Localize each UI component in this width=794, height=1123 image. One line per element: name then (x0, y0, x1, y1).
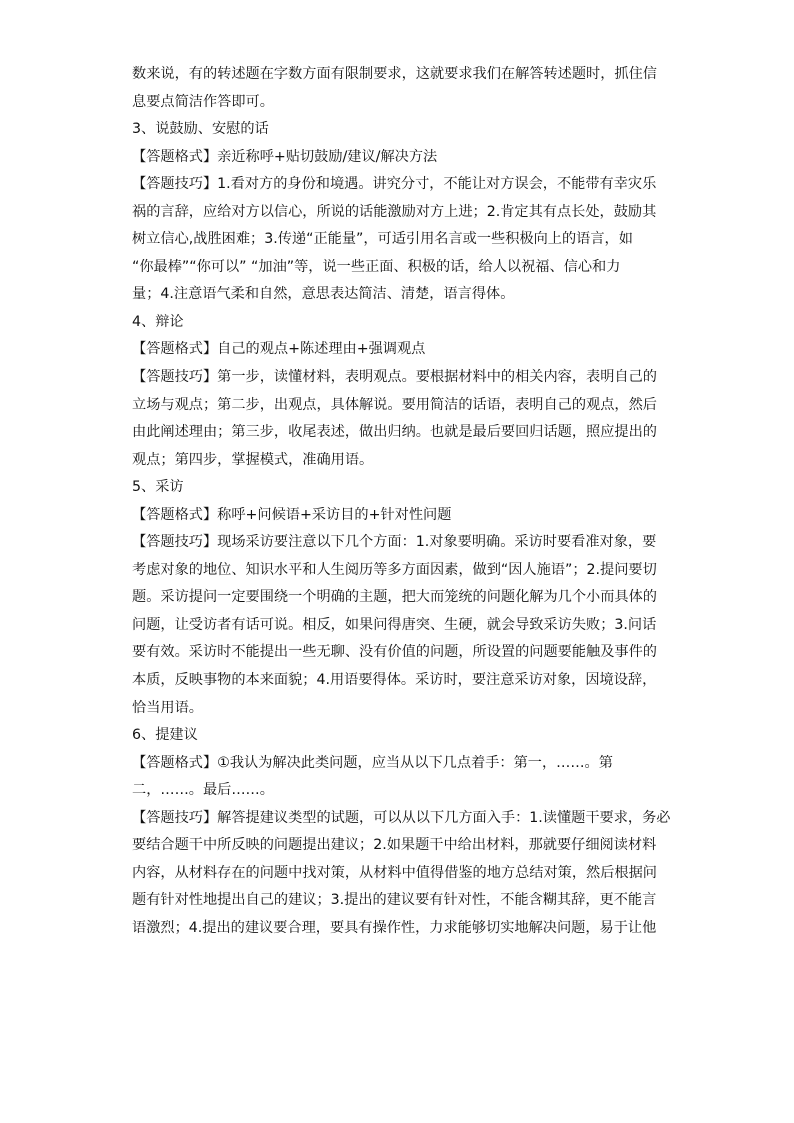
text-line: 【答题技巧】现场采访要注意以下几个方面：1.对象要明确。采访时要看准对象，要 (132, 534, 657, 551)
text-line: 考虑对象的地位、知识水平和人生阅历等多方面因素，做到“因人施语”；2.提问要切 (132, 561, 657, 578)
text-line: 数来说，有的转述题在字数方面有限制要求，这就要求我们在解答转述题时，抓住信 (132, 66, 657, 82)
text-line: 祸的言辞，应给对方以信心，所说的话能激励对方上进；2.肯定其有点长处，鼓励其 (132, 203, 657, 220)
text-line: 3、说鼓励、安慰的话 (132, 121, 269, 138)
text-line: 恰当用语。 (132, 699, 203, 716)
text-line: 树立信心,战胜困难；3.传递“正能量”，可适引用名言或一些积极向上的语言，如 (132, 231, 633, 248)
text-line: 【答题技巧】1.看对方的身份和境遇。讲究分寸，不能让对方误会，不能带有幸灾乐 (132, 176, 657, 193)
text-line: 4、辩论 (132, 313, 184, 330)
text-line: 【答题格式】称呼+问候语+采访目的+针对性问题 (132, 506, 452, 523)
text-line: 要结合题干中所反映的问题提出建议；2.如果题干中给出材料，那就要仔细阅读材料 (132, 837, 657, 854)
text-line: 观点；第四步，掌握模式，准确用语。 (132, 451, 374, 468)
text-line: 【答题格式】亲近称呼+贴切鼓励/建议/解决方法 (132, 148, 438, 165)
text-line: 要有效。采访时不能提出一些无聊、没有价值的问题，所设置的问题要能触及事件的 (132, 644, 657, 661)
text-line: “你最棒”“你可以” “加油”等，说一些正面、积极的话，给人以祝福、信心和力 (132, 258, 621, 275)
text-line: 问题，让受访者有话可说。相反，如果问得唐突、生硬，就会导致采访失败；3.问话 (132, 616, 657, 633)
text-line: 【答题技巧】第一步，读懂材料，表明观点。要根据材料中的相关内容，表明自己的 (132, 369, 657, 386)
text-line: 二，……。最后……。 (132, 782, 274, 799)
text-line: 内容，从材料存在的问题中找对策，从材料中值得借鉴的地方总结对策，然后根据问 (132, 864, 657, 881)
text-line: 6、提建议 (132, 727, 198, 744)
text-line: 题有针对性地提出自己的建议；3.提出的建议要有针对性，不能含糊其辞，更不能言 (132, 892, 657, 909)
text-line: 立场与观点；第二步，出观点，具体解说。要用简洁的话语，表明自己的观点，然后 (132, 396, 657, 413)
text-line: 本质，反映事物的本来面貌；4.用语要得体。采访时，要注意采访对象，因境设辞， (132, 672, 657, 689)
text-line: 息要点简洁作答即可。 (132, 93, 274, 110)
text-line: 由此阐述理由；第三步，收尾表述，做出归纳。也就是最后要回归话题，照应提出的 (132, 424, 657, 441)
text-line: 题。采访提问一定要围绕一个明确的主题，把大而笼统的问题化解为几个小而具体的 (132, 589, 657, 606)
text-line: 语激烈；4.提出的建议要合理，要具有操作性，力求能够切实地解决问题，易于让他 (132, 919, 657, 936)
text-line: 5、采访 (132, 479, 184, 496)
document-page (132, 61, 671, 943)
text-line: 【答题技巧】解答提建议类型的试题，可以从以下几方面入手：1.读懂题干要求，务必 (132, 809, 671, 826)
text-line: 量；4.注意语气柔和自然，意思表达简洁、清楚，语言得体。 (132, 286, 515, 303)
text-line: 【答题格式】①我认为解决此类问题，应当从以下几点着手：第一，……。第 (132, 754, 613, 771)
text-line: 【答题格式】自己的观点+陈述理由+强调观点 (132, 341, 426, 358)
